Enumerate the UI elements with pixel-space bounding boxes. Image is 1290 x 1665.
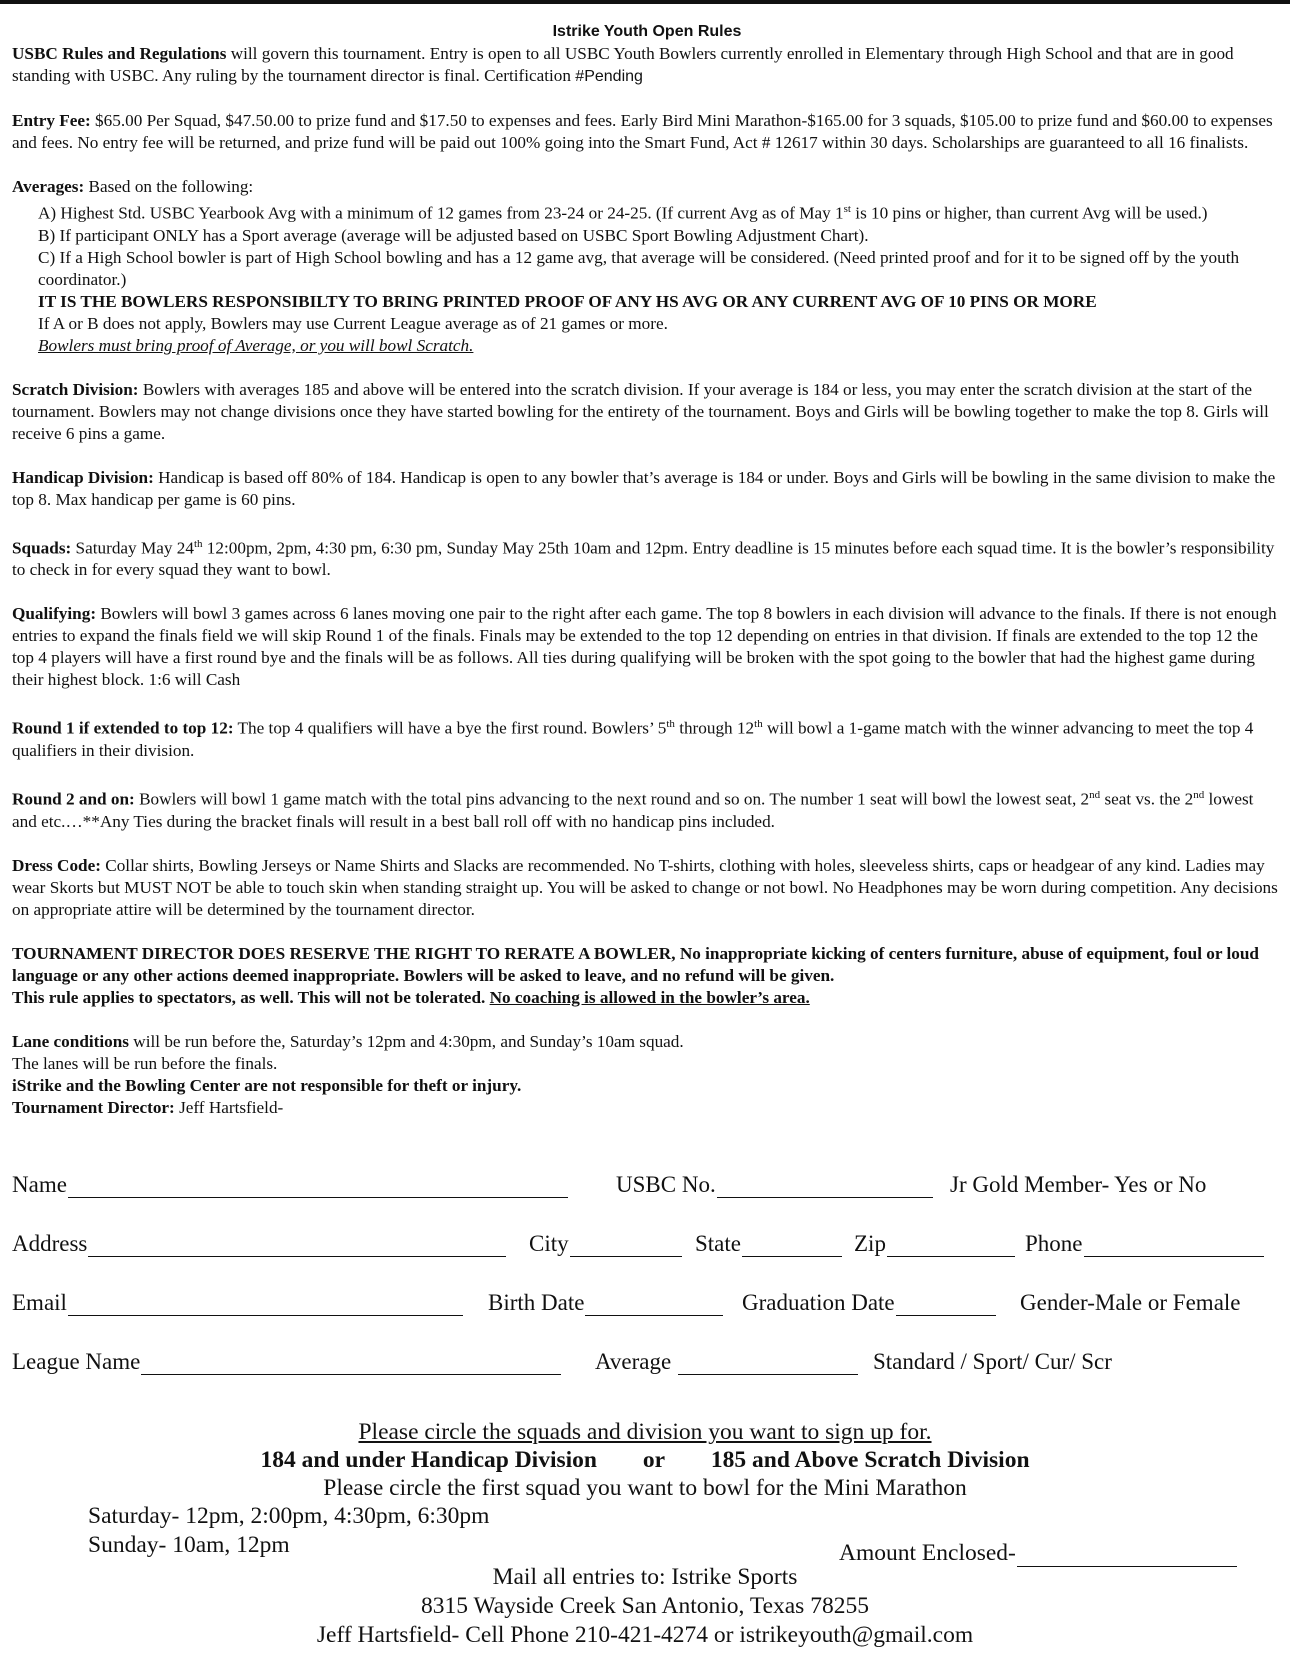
round1-sup-2: th <box>754 718 763 731</box>
round2-sup-2: nd <box>1193 789 1205 802</box>
state-input-line[interactable] <box>742 1234 842 1257</box>
graduation-date-input-line[interactable] <box>896 1293 996 1316</box>
mini-marathon-instructions: Please circle the first squad you want to bowl for the Mini Marathon <box>323 1475 967 1501</box>
handicap-division-option[interactable]: 184 and under Handicap Division <box>260 1447 597 1473</box>
entry-fee-paragraph <box>12 110 1282 154</box>
lane-conditions-text: will be run before the, Saturday’s 12pm and 4:30pm, and Sunday’s 10am squad. <box>129 1031 684 1051</box>
usbc-rules-text: will govern this tournament. Entry is open to all USBC Youth Bowlers currently enrolled in Elementary through High School and that are in good standing with USBC. Any ruling by the tournament director is final. Certification <box>12 44 1234 85</box>
averages-rules <box>12 198 1282 357</box>
lane-conditions-paragraph <box>12 1031 1282 1053</box>
average-input-line[interactable] <box>678 1352 858 1375</box>
mail-line-1: Mail all entries to: Istrike Sports <box>492 1564 798 1590</box>
dress-code-text: Collar shirts, Bowling Jerseys or Name Shirts and Slacks are recommended. No T-shirts, clothing with holes, sleeveless shirts, caps or headgear of any kind. Ladies may wear Skorts but MUST NOT be able to touch skin when standing straight up. You will be asked to change or not bowl. No Headphones may be worn during competition. Any decisions on appropriate attire will be determined by the tournament director. <box>12 855 1278 919</box>
phone-input-line[interactable] <box>1084 1234 1264 1257</box>
birth-date-label: Birth Date <box>488 1290 585 1315</box>
average-type-field[interactable] <box>873 1349 1112 1375</box>
state-label: State <box>695 1231 741 1256</box>
city-input-line[interactable] <box>570 1234 682 1257</box>
usbc-number-label: USBC No. <box>616 1172 716 1197</box>
round2-text: Bowlers will bowl 1 game match with the total pins advancing to the next round and so on. The number 1 seat will bowl the lowest seat, 2 <box>134 789 1090 809</box>
rules-document <box>12 22 1282 1119</box>
round2-paragraph <box>12 784 1282 833</box>
form-row-email <box>12 1290 1282 1326</box>
entry-fee-lead: Entry Fee: <box>12 111 91 130</box>
round1-sup-1: th <box>666 718 675 731</box>
email-label: Email <box>12 1290 67 1315</box>
jr-gold-label: Jr Gold Member- Yes or No <box>950 1172 1207 1197</box>
division-or: or <box>642 1447 666 1473</box>
state-field[interactable] <box>695 1231 842 1257</box>
address-label: Address <box>12 1231 88 1256</box>
usbc-rules-lead: USBC Rules and Regulations <box>12 44 227 63</box>
amount-enclosed-label: Amount Enclosed- <box>839 1540 1016 1566</box>
birth-date-input-line[interactable] <box>585 1293 723 1316</box>
average-rule-b: B) If participant ONLY has a Sport average (average will be adjusted based on USBC Sport Bowling Adjustment Chart). <box>38 225 869 245</box>
birth-date-field[interactable] <box>488 1290 723 1316</box>
top-border <box>0 0 1290 4</box>
email-field[interactable] <box>12 1290 463 1316</box>
spectator-notice-text: This rule applies to spectators, as well. This will not be tolerated. <box>12 987 490 1007</box>
printed-proof-notice: IT IS THE BOWLERS RESPONSIBILTY TO BRING PRINTED PROOF OF ANY HS AVG OR ANY CURRENT AVG OF 10 PINS OR MORE <box>38 291 1097 311</box>
squads-sup: th <box>193 537 203 550</box>
round2-sup-1: nd <box>1089 789 1101 802</box>
city-label: City <box>529 1231 569 1256</box>
league-name-input-line[interactable] <box>141 1352 561 1375</box>
scratch-division-text: Bowlers with averages 185 and above will be entered into the scratch division. If your average is 184 or less, you may enter the scratch division at the start of the tournament. Bowlers may not change divisions once they have started bowling for the entirety of the tournament. Boys and Girls will be bowling together to make the top 8. Girls will receive 6 pins a game. <box>12 379 1269 443</box>
division-options <box>0 1446 1290 1474</box>
handicap-division-text: Handicap is based off 80% of 184. Handicap is open to any bowler that’s average is 184 or under. Boys and Girls will be bowling in the same division to make the top 8. Max handicap per game is 60 pins. <box>12 467 1276 509</box>
gender-label: Gender-Male or Female <box>1020 1290 1241 1315</box>
average-rule-a-sup: st <box>843 203 851 215</box>
page-title: Istrike Youth Open Rules <box>552 23 742 40</box>
zip-label: Zip <box>854 1231 886 1256</box>
round2-text-end: lowest and etc.…**Any Ties during the bracket finals will result in a best ball roll off with no handicap pins included. <box>12 789 1254 831</box>
scratch-division-option[interactable]: 185 and Above Scratch Division <box>710 1447 1030 1473</box>
no-coaching-notice: No coaching is allowed in the bowler’s area. <box>489 987 810 1007</box>
tournament-director-line <box>12 1097 1282 1119</box>
entry-fee-text: $65.00 Per Squad, $47.50.00 to prize fund and $17.50 to expenses and fees. Early Bird Mini Marathon-$165.00 for 3 squads, $105.00 to prize fund and $60.00 to expenses and fees. No entry fee will be returned, and prize fund will be paid out 100% going into the Smart Fund, Act # 12617 within 30 days. Scholarships are guaranteed to all 16 finalists. <box>12 111 1273 152</box>
squads-text: Saturday May 24 <box>71 538 194 558</box>
graduation-date-label: Graduation Date <box>742 1290 895 1315</box>
usbc-number-field[interactable] <box>616 1172 933 1198</box>
average-label: Average <box>595 1349 672 1374</box>
average-rule-c: C) If a High School bowler is part of High School bowling and has a 12 game avg, that average will be considered. (Need printed proof and for it to be signed off by the youth coordinator.) <box>38 247 1240 289</box>
tournament-director-label: Tournament Director: <box>12 1097 175 1117</box>
bring-proof-note: Bowlers must bring proof of Average, or you will bowl Scratch. <box>38 335 474 355</box>
director-notice-paragraph: TOURNAMENT DIRECTOR DOES RESERVE THE RIGHT TO RERATE A BOWLER, No inappropriate kicking of centers furniture, abuse of equipment, foul or loud language or any other actions deemed inappropriate. Bowlers will be asked to leave, and no refund will be given. <box>12 943 1259 985</box>
usbc-number-input-line[interactable] <box>717 1175 933 1198</box>
league-name-label: League Name <box>12 1349 141 1374</box>
round1-text: The top 4 qualifiers will have a bye the first round. Bowlers’ 5 <box>233 719 667 739</box>
round2-lead: Round 2 and on: <box>12 789 135 809</box>
scratch-division-paragraph <box>12 379 1282 445</box>
amount-enclosed-field[interactable] <box>839 1540 1237 1567</box>
scratch-division-lead: Scratch Division: <box>12 379 139 399</box>
dress-code-paragraph <box>12 855 1282 921</box>
qualifying-paragraph <box>12 603 1282 691</box>
average-type-label: Standard / Sport/ Cur/ Scr <box>873 1349 1112 1374</box>
form-row-league <box>12 1349 1282 1385</box>
city-field[interactable] <box>529 1231 682 1257</box>
averages-text: Based on the following: <box>84 177 254 196</box>
certification-number: #Pending <box>575 68 643 85</box>
saturday-squads[interactable]: Saturday- 12pm, 2:00pm, 4:30pm, 6:30pm <box>88 1503 490 1529</box>
dress-code-lead: Dress Code: <box>12 855 101 875</box>
league-name-field[interactable] <box>12 1349 561 1375</box>
address-field[interactable] <box>12 1231 506 1257</box>
circle-instructions: Please circle the squads and division you want to sign up for. <box>358 1419 932 1445</box>
tournament-director-name: Jeff Hartsfield- <box>174 1097 284 1117</box>
qualifying-lead: Qualifying: <box>12 604 97 624</box>
entry-form <box>12 1172 1282 1408</box>
round2-text-mid: seat vs. the 2 <box>1100 789 1194 809</box>
handicap-division-paragraph <box>12 467 1282 511</box>
address-input-line[interactable] <box>88 1234 506 1257</box>
graduation-date-field[interactable] <box>742 1290 996 1316</box>
squads-text-end: 12:00pm, 2pm, 4:30 pm, 6:30 pm, Sunday May 25th 10am and 12pm. Entry deadline is 15 minutes before each squad time. It is the bowler’s responsibility to check in for every squad they want to bowl. <box>12 538 1275 580</box>
email-input-line[interactable] <box>68 1293 463 1316</box>
name-label: Name <box>12 1172 67 1197</box>
contact-line: Jeff Hartsfield- Cell Phone 210-421-4274 or istrikeyouth@gmail.com <box>316 1622 974 1648</box>
name-input-line[interactable] <box>68 1175 568 1198</box>
zip-field[interactable] <box>854 1231 1015 1257</box>
league-average-note: If A or B does not apply, Bowlers may use Current League average as of 21 games or more. <box>38 313 668 333</box>
qualifying-text: Bowlers will bowl 3 games across 6 lanes moving one pair to the right after each game. The top 8 bowlers in each division will advance to the finals. If there is not enough entries to expand the finals field we will skip Round 1 of the finals. Finals may be extended to the top 12 depending on entries in that division. If finals are extended to the top 12 the top 4 players will have a first round bye and the finals will be as follows. All ties during qualifying will be broken with the spot going to the bowler that had the highest game during their highest block. 1:6 will Cash <box>12 604 1277 690</box>
round1-text-end: will bowl a 1-game match with the winner advancing to meet the top 4 qualifiers in their division. <box>12 719 1254 761</box>
round1-paragraph <box>12 713 1282 762</box>
squads-paragraph <box>12 533 1282 582</box>
liability-notice: iStrike and the Bowling Center are not responsible for theft or injury. <box>12 1075 522 1095</box>
average-rule-a <box>38 198 1282 225</box>
lane-conditions-lead: Lane conditions <box>12 1031 129 1051</box>
jr-gold-field[interactable] <box>950 1172 1206 1198</box>
mail-address: 8315 Wayside Creek San Antonio, Texas 78255 <box>421 1593 869 1619</box>
average-rule-a-text: A) Highest Std. USBC Yearbook Avg with a minimum of 12 games from 23-24 or 24-25. (If current Avg as of May 1 <box>38 203 844 223</box>
average-rule-a-text-end: is 10 pins or higher, than current Avg will be used.) <box>851 203 1208 223</box>
signup-section <box>0 1418 1290 1502</box>
squads-lead: Squads: <box>12 538 72 558</box>
handicap-division-lead: Handicap Division: <box>12 467 154 487</box>
phone-field[interactable] <box>1025 1231 1264 1257</box>
zip-input-line[interactable] <box>887 1234 1015 1257</box>
phone-label: Phone <box>1025 1231 1083 1256</box>
round1-text-mid: through 12 <box>674 719 755 739</box>
usbc-rules-paragraph <box>12 43 1282 88</box>
spectator-notice <box>12 987 1282 1009</box>
averages-paragraph <box>12 176 1282 198</box>
average-field[interactable] <box>595 1349 858 1375</box>
sunday-squads[interactable]: Sunday- 10am, 12pm <box>88 1532 290 1558</box>
averages-lead: Averages: <box>12 177 85 196</box>
form-row-address <box>12 1231 1282 1267</box>
round1-lead: Round 1 if extended to top 12: <box>12 719 234 739</box>
lanes-finals-note: The lanes will be run before the finals. <box>12 1053 278 1073</box>
form-row-name <box>12 1172 1282 1208</box>
gender-field[interactable] <box>1020 1290 1241 1316</box>
name-field[interactable] <box>12 1172 568 1198</box>
